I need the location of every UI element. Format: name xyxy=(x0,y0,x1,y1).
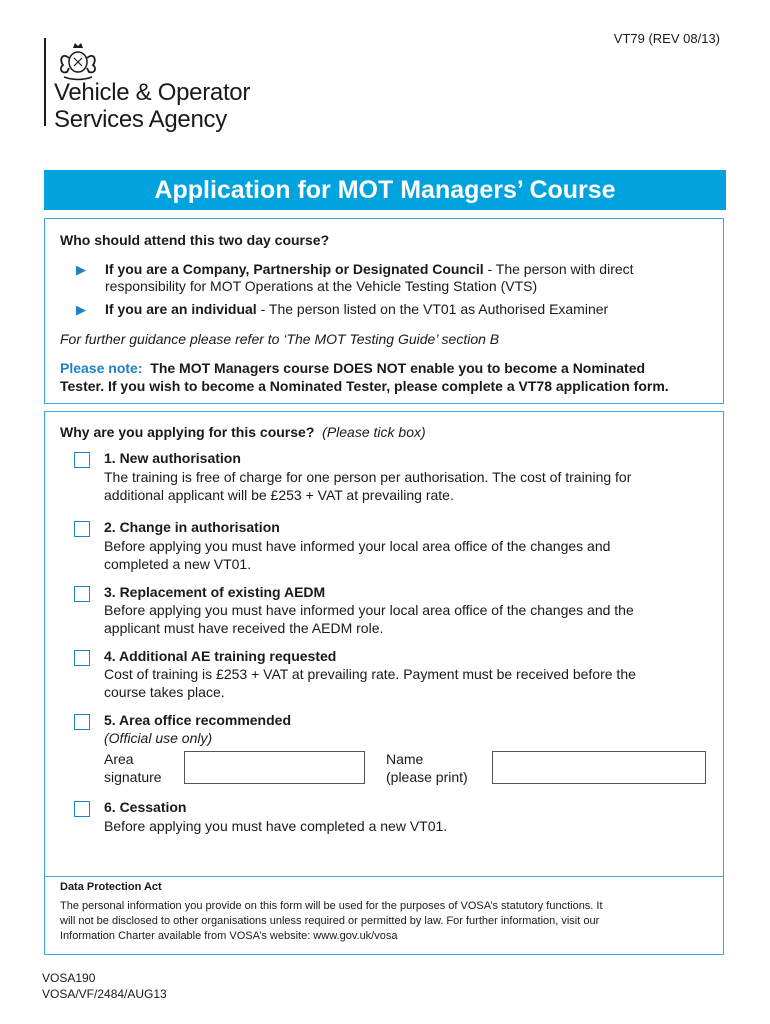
option-title: 4. Additional AE training requested xyxy=(104,648,337,664)
data-protection-text: The personal information you provide on this form will be used for the purposes of VOSA’s statutory functions. It will not be disclosed to other organisations unless required or permitted by law. For further information, visit our Information Charter available from VOSA’s website: www.gov.uk/vosa xyxy=(60,900,603,942)
data-protection-title: Data Protection Act xyxy=(60,881,162,893)
bullet-company: If you are a Company, Partnership or Designated Council - The person with direct responsibility for MOT Operations at the Vehicle Testing Station (VTS) xyxy=(105,261,634,294)
form-reference: VT79 (REV 08/13) xyxy=(613,31,720,46)
name-print-field[interactable] xyxy=(492,751,706,784)
guidance-text: For further guidance please refer to ‘The MOT Testing Guide’ section B xyxy=(60,331,500,347)
bullet-arrow-icon: ▶ xyxy=(76,262,86,277)
please-note: Please note: The MOT Managers course DOES NOT enable you to become a Nominated Tester. If you wish to become a Nominated Tester, please complete a VT78 application form. xyxy=(60,360,669,394)
area-signature-field[interactable] xyxy=(184,751,365,784)
page-title: Application for MOT Managers’ Course xyxy=(44,170,726,210)
option-title: 5. Area office recommended xyxy=(104,712,291,728)
reason-question: Why are you applying for this course? (Please tick box) xyxy=(60,424,426,440)
attendance-question: Who should attend this two day course? xyxy=(60,232,330,248)
option-description: Cost of training is £253 + VAT at prevailing rate. Payment must be received before the course takes place. xyxy=(104,666,636,700)
footer-reference: VOSA190 VOSA/VF/2484/AUG13 xyxy=(42,971,167,1001)
option-description: Before applying you must have informed your local area office of the changes and completed a new VT01. xyxy=(104,538,611,572)
checkbox-change-in-authorisation[interactable] xyxy=(74,521,90,537)
name-label: Name (please print) xyxy=(386,751,468,785)
option-description: Before applying you must have informed your local area office of the changes and the applicant must have received the AEDM role. xyxy=(104,602,634,636)
area-signature-label: Area signature xyxy=(104,751,162,785)
bullet-individual: If you are an individual - The person listed on the VT01 as Authorised Examiner xyxy=(105,301,609,317)
checkbox-new-authorisation[interactable] xyxy=(74,452,90,468)
checkbox-cessation[interactable] xyxy=(74,801,90,817)
logo-divider xyxy=(44,38,46,126)
option-title: 2. Change in authorisation xyxy=(104,519,280,535)
option-title: 6. Cessation xyxy=(104,799,187,815)
official-use-note: (Official use only) xyxy=(104,730,213,746)
option-title: 3. Replacement of existing AEDM xyxy=(104,584,326,600)
bullet-arrow-icon: ▶ xyxy=(76,302,86,317)
agency-name: Vehicle & Operator Services Agency xyxy=(54,79,251,133)
option-description: The training is free of charge for one person per authorisation. The cost of training for additional applicant will be £253 + VAT at prevailing rate. xyxy=(104,469,632,503)
option-description: Before applying you must have completed a new VT01. xyxy=(104,818,448,834)
option-title: 1. New authorisation xyxy=(104,450,241,466)
royal-coat-of-arms-icon xyxy=(54,38,102,82)
checkbox-additional-ae-training[interactable] xyxy=(74,650,90,666)
checkbox-area-office-recommended[interactable] xyxy=(74,714,90,730)
checkbox-replacement-aedm[interactable] xyxy=(74,586,90,602)
